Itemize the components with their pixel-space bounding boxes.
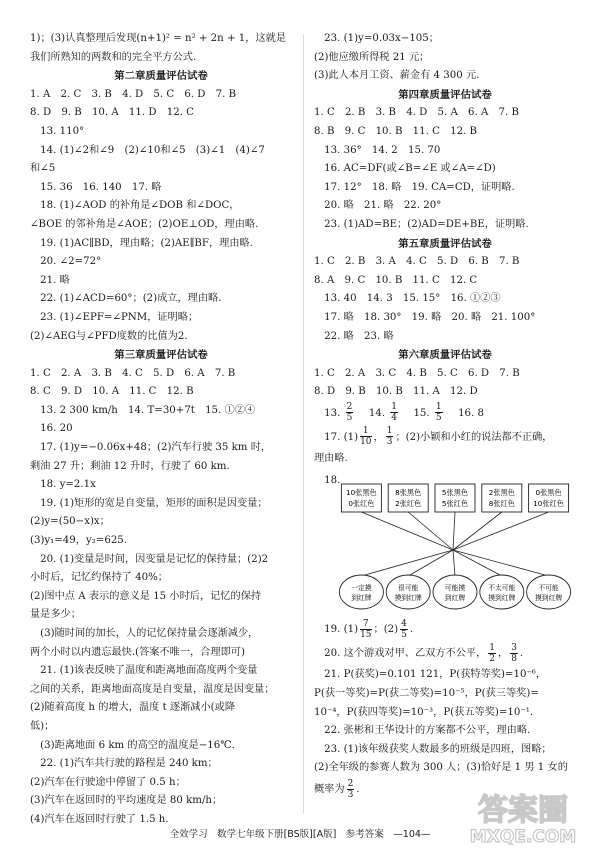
answer-line: 1)；(3)认真整理后发现(n+1)² = n² + 2n + 1，这就是 — [30, 33, 286, 44]
fraction-17-1: $\frac{1}{10}$ — [360, 426, 372, 448]
tree-diagram — [314, 472, 576, 614]
answer-line: 22. 略 23. 略 — [314, 330, 394, 342]
answer-line: (2)∠AEG与∠PFD度数的比值为2. — [30, 330, 188, 342]
answer-line: ∠BOE 的邻补角是∠AOE；(2)OE⊥OD，理由略. — [30, 218, 259, 230]
answer-line: 13. 110° — [30, 125, 85, 137]
answer-13-16: 13. $\frac{2}{5}$ 14. $\frac{1}{4}$ 15. $\frac{1}{5}$ 16. 8 — [314, 402, 484, 424]
answer-line: (3)汽车在返回时的平均速度是 80 km/h； — [30, 795, 223, 807]
fraction-13: $\frac{2}{5}$ — [346, 402, 353, 424]
answer-line: 之间的关系，距离地面高度是自变量，温度是因变量； — [30, 683, 275, 695]
likelihood-oval — [339, 575, 383, 609]
tree-branch-top — [453, 512, 502, 550]
answer-line: 18. y=2.1x — [30, 479, 96, 491]
answer-line: (2)图中点 A 表示的意义是 15 小时后，记忆的保持 — [30, 590, 262, 602]
likelihood-oval-label: 很可能 — [398, 584, 419, 593]
left-column — [30, 30, 292, 830]
answer-19: 19. (1) $\frac{7}{15}$ ；(2) $\frac{4}{5}$ . — [314, 618, 414, 640]
answer-line: 8. D 9. B 10. B 11. A 12. D — [314, 386, 478, 398]
answer-20: 20. 这个游戏对甲、乙双方不公平， $\frac{1}{2}$ ， $\frac{3}{8}$ . — [314, 642, 524, 664]
tree-branch-top — [453, 512, 455, 550]
section-title: 第三章质量评估试卷 — [114, 349, 208, 362]
likelihood-oval-label: 到红牌 — [444, 594, 466, 603]
answer-line: 21. (1)该表反映了温度和距离地面高度两个变量 — [30, 665, 258, 677]
answer-line: 1. C 2. A 3. B 4. C 5. D 6. A 7. B — [30, 367, 236, 379]
bag-box-label: 10张黑色 — [346, 488, 377, 498]
bag-box-label: 0张黑色 — [535, 488, 562, 498]
answer-line: 22. (1)∠ACD=60°；(2)成立，理由略. — [30, 293, 222, 305]
answer-line: (3)y₁=49，y₂=625. — [30, 535, 128, 547]
bag-box-label: 10张红色 — [533, 499, 564, 509]
svg-text:答案圈: 答案圈 — [478, 793, 568, 828]
answer-line: 两个小时以内遗忘最快.(答案不唯一，合理即可) — [30, 646, 245, 658]
answer-line: 1. C 2. B 3. B 4. D 5. A 6. A 7. B — [314, 107, 519, 119]
answer-line: 10⁻⁴，P(获四等奖)=10⁻³，P(获五等奖)=10⁻¹. — [314, 706, 534, 718]
fraction-23: $\frac{2}{3}$ — [347, 778, 354, 800]
right-column — [314, 30, 576, 802]
answer-line: 23. (1)∠EPF=∠PNM，证明略； — [30, 311, 199, 323]
bag-box-label: 8张红色 — [488, 499, 515, 509]
likelihood-oval — [527, 575, 571, 609]
answer-line: 22. (1)汽车共行驶的路程是 240 km； — [30, 758, 218, 770]
answer-line: 19. (1)AC∥BD，理由略；(2)AE∥BF，理由略. — [30, 237, 253, 249]
answer-line: 20. 略 21. 略 22. 20° — [314, 200, 442, 212]
tree-branch-bottom — [453, 550, 549, 576]
section-title: 第二章质量评估试卷 — [114, 70, 208, 83]
answer-line: 18. (1)∠AOD 的补角是∠DOB 和∠DOC， — [30, 200, 240, 212]
column-divider — [303, 34, 304, 814]
answer-line: (2)他应缴所得税 21 元； — [314, 51, 430, 63]
answer-line: 13. 2 300 km/h 14. T=30+7t 15. ①②④ — [30, 404, 256, 416]
likelihood-oval-label: 一定摸 — [351, 584, 372, 593]
answer-line: (2)y=(50−x)x； — [30, 516, 110, 528]
tree-branch-bottom — [453, 550, 455, 576]
answer-line: 16. 20 — [30, 423, 73, 435]
bag-box-label: 2张红色 — [395, 499, 422, 509]
answer-line: 23. (1)该年级获奖人数最多的班级是四班，图略； — [314, 743, 552, 755]
answer-line: 1. A 2. C 3. B 4. D 5. C 6. D 7. B — [30, 88, 237, 100]
fraction-19-2: $\frac{4}{5}$ — [401, 618, 407, 640]
likelihood-oval — [480, 575, 524, 609]
answer-line: 剩油 27 升；剩油 12 升时，行驶了 60 km. — [30, 460, 230, 472]
likelihood-oval-label: 摸到红牌 — [535, 594, 563, 603]
fraction-17-2: $\frac{1}{3}$ — [386, 426, 393, 448]
bag-box-label: 5张红色 — [441, 499, 469, 509]
answer-line: 20. ∠2=72° — [30, 256, 102, 268]
answer-line: 1. C 2. B 3. A 4. C 5. D 6. B 7. B — [314, 256, 520, 268]
tree-branch-top — [453, 512, 549, 550]
fraction-19-1: $\frac{7}{15}$ — [360, 618, 372, 640]
section-title: 第五章质量评估试卷 — [398, 237, 492, 250]
answer-18-label: 18. — [314, 475, 341, 487]
likelihood-oval-label: 摸到红牌 — [488, 594, 516, 603]
answer-line: 14. (1)∠2和∠9 (2)∠10和∠5 (3)∠1 (4)∠7 — [30, 144, 265, 156]
fraction-20-1: $\frac{1}{2}$ — [489, 642, 495, 664]
likelihood-oval — [386, 575, 430, 609]
tree-diagram-svg — [314, 472, 576, 614]
answer-line: 22. 张彬和王华设计的方案都不公平，理由略. — [314, 725, 531, 737]
answer-line: 16. AC=DF(或∠B=∠E 或∠A=∠D) — [314, 163, 496, 175]
answer-line: 17. 12° 18. 略 19. CA=CD，证明略. — [314, 181, 515, 193]
fraction-20-2: $\frac{3}{8}$ — [511, 642, 517, 664]
answer-line: P(获一等奖)=P(获二等奖)=10⁻⁵，P(获三等奖)= — [314, 688, 539, 700]
answer-line: (3)随时间的加长，人的记忆保持量会逐渐减少， — [30, 628, 259, 639]
tree-branch-bottom — [361, 550, 453, 576]
answer-line: (2)汽车在行驶途中停留了 0.5 h； — [30, 776, 186, 788]
likelihood-oval-label: 到红牌 — [351, 594, 372, 603]
tree-branch-bottom — [408, 550, 453, 576]
answer-line: 低)； — [30, 720, 55, 732]
svg-text:MXQE.COM: MXQE.COM — [469, 827, 577, 847]
answer-line: 8. C 9. D 10. A 11. C 12. B — [30, 386, 194, 398]
likelihood-oval-label: 不太可能 — [488, 584, 516, 593]
answer-line: (2)全年级的参赛人数为 300 人；(3)恰好是 1 男 1 女的 — [314, 762, 568, 774]
answer-line: (2)随着高度 h 的增大，温度 t 逐渐减小(或降 — [30, 702, 236, 714]
bag-box-label: 2张黑色 — [488, 488, 515, 498]
bag-box-label: 0张红色 — [348, 499, 375, 509]
answer-line: 17. 略 18. 30° 19. 略 20. 略 21. 100° — [314, 311, 536, 323]
bag-box-label: 5张黑色 — [441, 488, 469, 498]
answer-17-continued: 理由略. — [314, 452, 348, 464]
tree-branch-top — [361, 512, 453, 550]
section-title: 第六章质量评估试卷 — [398, 349, 492, 362]
answer-line: 和∠5 — [30, 163, 56, 175]
section-title: 第四章质量评估试卷 — [398, 88, 492, 101]
fraction-15: $\frac{1}{5}$ — [435, 402, 442, 424]
answer-line: 20. (1)变量是时间，因变量是记忆的保持量；(2)2 — [30, 553, 269, 565]
answer-line: 1. C 2. A 3. C 4. B 5. C 6. D 7. B — [314, 367, 520, 379]
answer-line: 13. 36° 14. 2 15. 70 — [314, 144, 441, 156]
answer-line: 15. 36 16. 140 17. 略 — [30, 181, 162, 193]
likelihood-oval-label: 摸到红牌 — [394, 594, 422, 603]
answer-line: (3)此人本月工资、薪金有 4 300 元. — [314, 70, 480, 82]
answer-line: 21. 略 — [30, 274, 70, 286]
answer-line: 8. D 9. B 10. A 11. D 12. C — [30, 107, 194, 119]
answer-line: 8. A 9. C 10. B 11. C 12. C — [314, 274, 478, 286]
answer-line: 8. B 9. C 10. B 11. C 12. B — [314, 125, 478, 137]
answer-line: 21. P(获奖)=0.101 121，P(获特等奖)=10⁻⁶， — [314, 669, 547, 681]
tree-branch-top — [408, 512, 453, 550]
answer-line: (4)汽车在返回时行驶了 1.5 h. — [30, 813, 169, 825]
likelihood-oval-label: 可能摸 — [444, 584, 466, 593]
answer-line: 23. (1)AD=BE；(2)AD=DE+BE，证明略. — [314, 218, 529, 230]
answer-line: 17. (1)y=−0.06x+48；(2)汽车行驶 35 km 时， — [30, 442, 272, 454]
tree-branch-bottom — [453, 550, 502, 576]
answer-line: 13. 40 14. 3 15. 15° 16. ①②③ — [314, 293, 501, 305]
answer-17: 17. (1) $\frac{1}{10}$ ， $\frac{1}{3}$ ；(2)小颖和小红的说法都不正确， — [314, 426, 553, 448]
answer-line: 我们所熟知的两数和的完全平方公式. — [30, 51, 197, 63]
likelihood-oval-label: 不可能 — [538, 584, 559, 593]
page-footer: 全效学习 数学七年级下册[BS版][A版] 参考答案 —104— — [169, 829, 431, 840]
likelihood-oval — [433, 575, 477, 609]
fraction-14: $\frac{1}{4}$ — [391, 402, 397, 424]
answer-23-end: 概率为 $\frac{2}{3}$ . — [314, 778, 360, 800]
answer-line: 小时后，记忆约保持了 40%； — [30, 572, 168, 584]
answer-line: 量是多少； — [30, 609, 81, 621]
answer-line: (3)距离地面 6 km 的高空的温度是−16℃. — [30, 739, 235, 751]
answer-line: 23. (1)y=0.03x−105； — [314, 33, 439, 44]
bag-box-label: 8张黑色 — [395, 488, 422, 498]
answer-line: 19. (1)矩形的宽是自变量，矩形的面积是因变量； — [30, 497, 268, 509]
